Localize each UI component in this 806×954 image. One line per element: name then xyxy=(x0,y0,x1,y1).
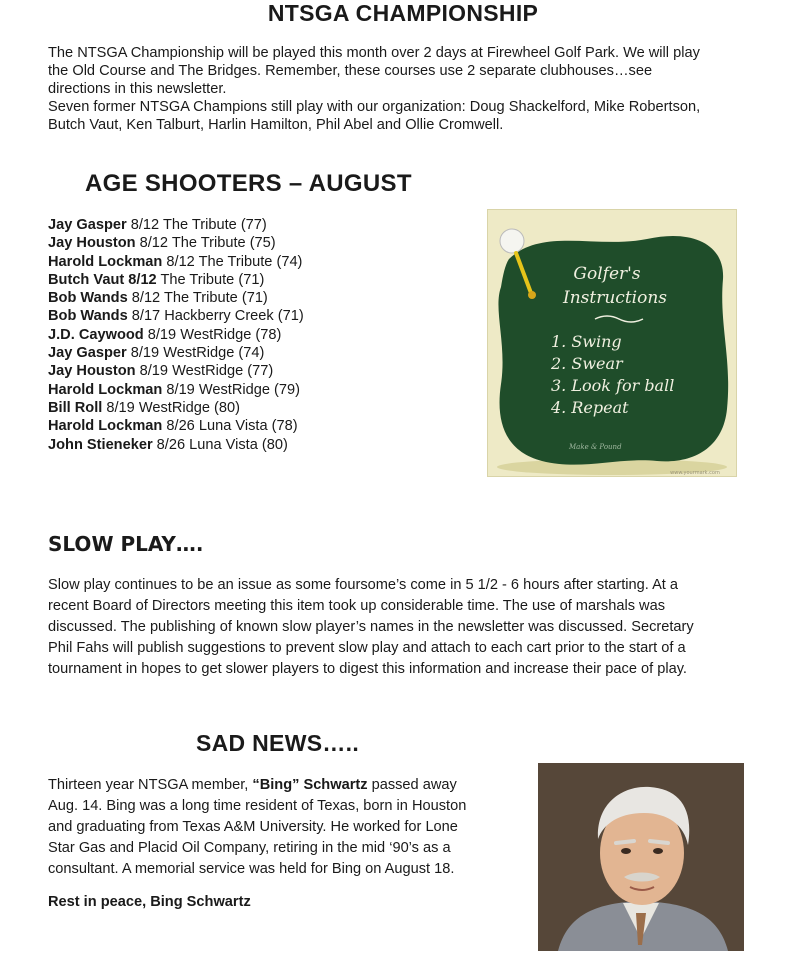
slow-play-line: tournament in hopes to get slower players to digest this information and increase their pace of play. xyxy=(48,661,687,677)
sad-news-paragraph xyxy=(48,775,526,880)
photo-credit: www.yourmark.com xyxy=(670,470,720,476)
sign-step: 4. Repeat xyxy=(551,398,629,417)
age-shooters-title: AGE SHOOTERS – AUGUST xyxy=(85,170,412,197)
age-shooter-detail: 8/12 The Tribute (77) xyxy=(126,217,267,233)
age-shooter-detail: 8/26 Luna Vista (80) xyxy=(152,436,288,453)
age-shooter-name: Jay Houston xyxy=(48,363,136,380)
sign-signature: Make & Pound xyxy=(569,443,622,451)
age-shooter-detail: 8/12 The Tribute (71) xyxy=(127,290,268,307)
golfer-instructions-photo xyxy=(487,209,737,477)
slow-play-line: Phil Fahs will publish suggestions to prevent slow play and attach to each cart prior to the start of a xyxy=(48,640,686,656)
age-shooter-name: Harold Lockman xyxy=(48,418,163,435)
championship-line: Seven former NTSGA Champions still play with our organization: Doug Shackelford, Mike Robertson, xyxy=(48,99,701,115)
age-shooter-name: Bill Roll xyxy=(48,399,103,416)
age-shooter-row xyxy=(48,271,468,289)
age-shooter-row xyxy=(48,289,468,307)
sign-step: 2. Swear xyxy=(551,354,623,373)
age-shooter-detail: 8/12 The Tribute (75) xyxy=(135,235,276,252)
age-shooter-detail: 8/19 WestRidge (77) xyxy=(135,363,274,380)
age-shooter-name: Butch Vaut 8/12 xyxy=(48,271,157,288)
sad-news-line: and graduating from Texas A&M University. He worked for Lone xyxy=(48,819,458,835)
age-shooter-name: Harold Lockman xyxy=(48,253,163,270)
age-shooter-name: J.D. Caywood xyxy=(48,326,144,343)
golf-ball-icon xyxy=(500,229,524,253)
age-shooter-row xyxy=(48,436,468,454)
sad-news-line: Star Gas and Placid Oil Company, retiring in the mid ‘90’s as a xyxy=(48,840,451,856)
slow-play-line: recent Board of Directors meeting this item took up considerable time. The use of marshals was xyxy=(48,598,666,614)
age-shooter-row xyxy=(48,399,468,417)
age-shooter-name: Jay Gasper xyxy=(48,345,127,362)
age-shooter-row xyxy=(48,381,468,399)
age-shooter-name: Jay Houston xyxy=(48,235,136,252)
age-shooter-detail: 8/19 WestRidge (80) xyxy=(102,399,240,416)
slow-play-line: Slow play continues to be an issue as some foursome’s come in 5 1/2 - 6 hours after starting. At a xyxy=(48,577,679,593)
age-shooter-detail: 8/19 WestRidge (74) xyxy=(126,345,265,362)
age-shooter-detail: 8/19 WestRidge (78) xyxy=(143,326,282,343)
championship-line: directions in this newsletter. xyxy=(48,81,227,97)
slow-play-line: discussed. The publishing of known slow player’s names in the newsletter was discussed. Secretary xyxy=(48,619,694,635)
sign-step: 1. Swing xyxy=(551,332,622,351)
age-shooter-row xyxy=(48,326,468,344)
age-shooter-row xyxy=(48,234,468,252)
age-shooter-row xyxy=(48,307,468,325)
slow-play-paragraph xyxy=(48,575,768,680)
slow-play-title: SLOW PLAY…. xyxy=(48,532,204,556)
age-shooter-detail: 8/19 WestRidge (79) xyxy=(162,381,300,398)
age-shooter-row xyxy=(48,216,468,234)
championship-title: NTSGA CHAMPIONSHIP xyxy=(267,0,539,26)
age-shooter-name: Jay Gasper xyxy=(48,217,127,233)
bing-schwartz-portrait xyxy=(538,763,744,951)
age-shooter-detail: 8/12 The Tribute (74) xyxy=(162,253,303,270)
age-shooter-name: Harold Lockman xyxy=(48,381,163,398)
age-shooter-detail: 8/26 Luna Vista (78) xyxy=(162,418,298,435)
age-shooter-name: Bob Wands xyxy=(48,290,128,307)
sad-news-line: Aug. 14. Bing was a long time resident of Texas, born in Houston xyxy=(48,798,467,814)
championship-line: The NTSGA Championship will be played this month over 2 days at Firewheel Golf Park. We will play xyxy=(48,45,700,61)
age-shooter-detail: 8/17 Hackberry Creek (71) xyxy=(127,308,304,325)
sad-news-line: Thirteen year NTSGA member, “Bing” Schwartz passed away xyxy=(48,777,457,793)
sign-heading: Golfer's xyxy=(573,264,641,284)
age-shooter-row xyxy=(48,362,468,380)
age-shooter-name: Bob Wands xyxy=(48,308,128,325)
sign-step: 3. Look for ball xyxy=(551,376,675,395)
bing-name: “Bing” Schwartz xyxy=(252,777,368,793)
rest-in-peace-line: Rest in peace, Bing Schwartz xyxy=(48,894,251,910)
age-shooter-detail: The Tribute (71) xyxy=(156,271,265,288)
age-shooter-row xyxy=(48,344,468,362)
sign-heading: Instructions xyxy=(563,288,667,308)
championship-line: Butch Vaut, Ken Talburt, Harlin Hamilton, Phil Abel and Ollie Cromwell. xyxy=(48,117,504,133)
age-shooters-list xyxy=(48,216,468,454)
championship-paragraph xyxy=(48,44,768,134)
sad-news-title: SAD NEWS….. xyxy=(196,730,360,756)
sad-news-line: consultant. A memorial service was held for Bing on August 18. xyxy=(48,861,455,877)
age-shooter-row xyxy=(48,417,468,435)
championship-line: the Old Course and The Bridges. Remember, these courses use 2 separate clubhouses…see xyxy=(48,63,653,79)
age-shooter-name: John Stieneker xyxy=(48,436,153,453)
age-shooter-row xyxy=(48,253,468,271)
